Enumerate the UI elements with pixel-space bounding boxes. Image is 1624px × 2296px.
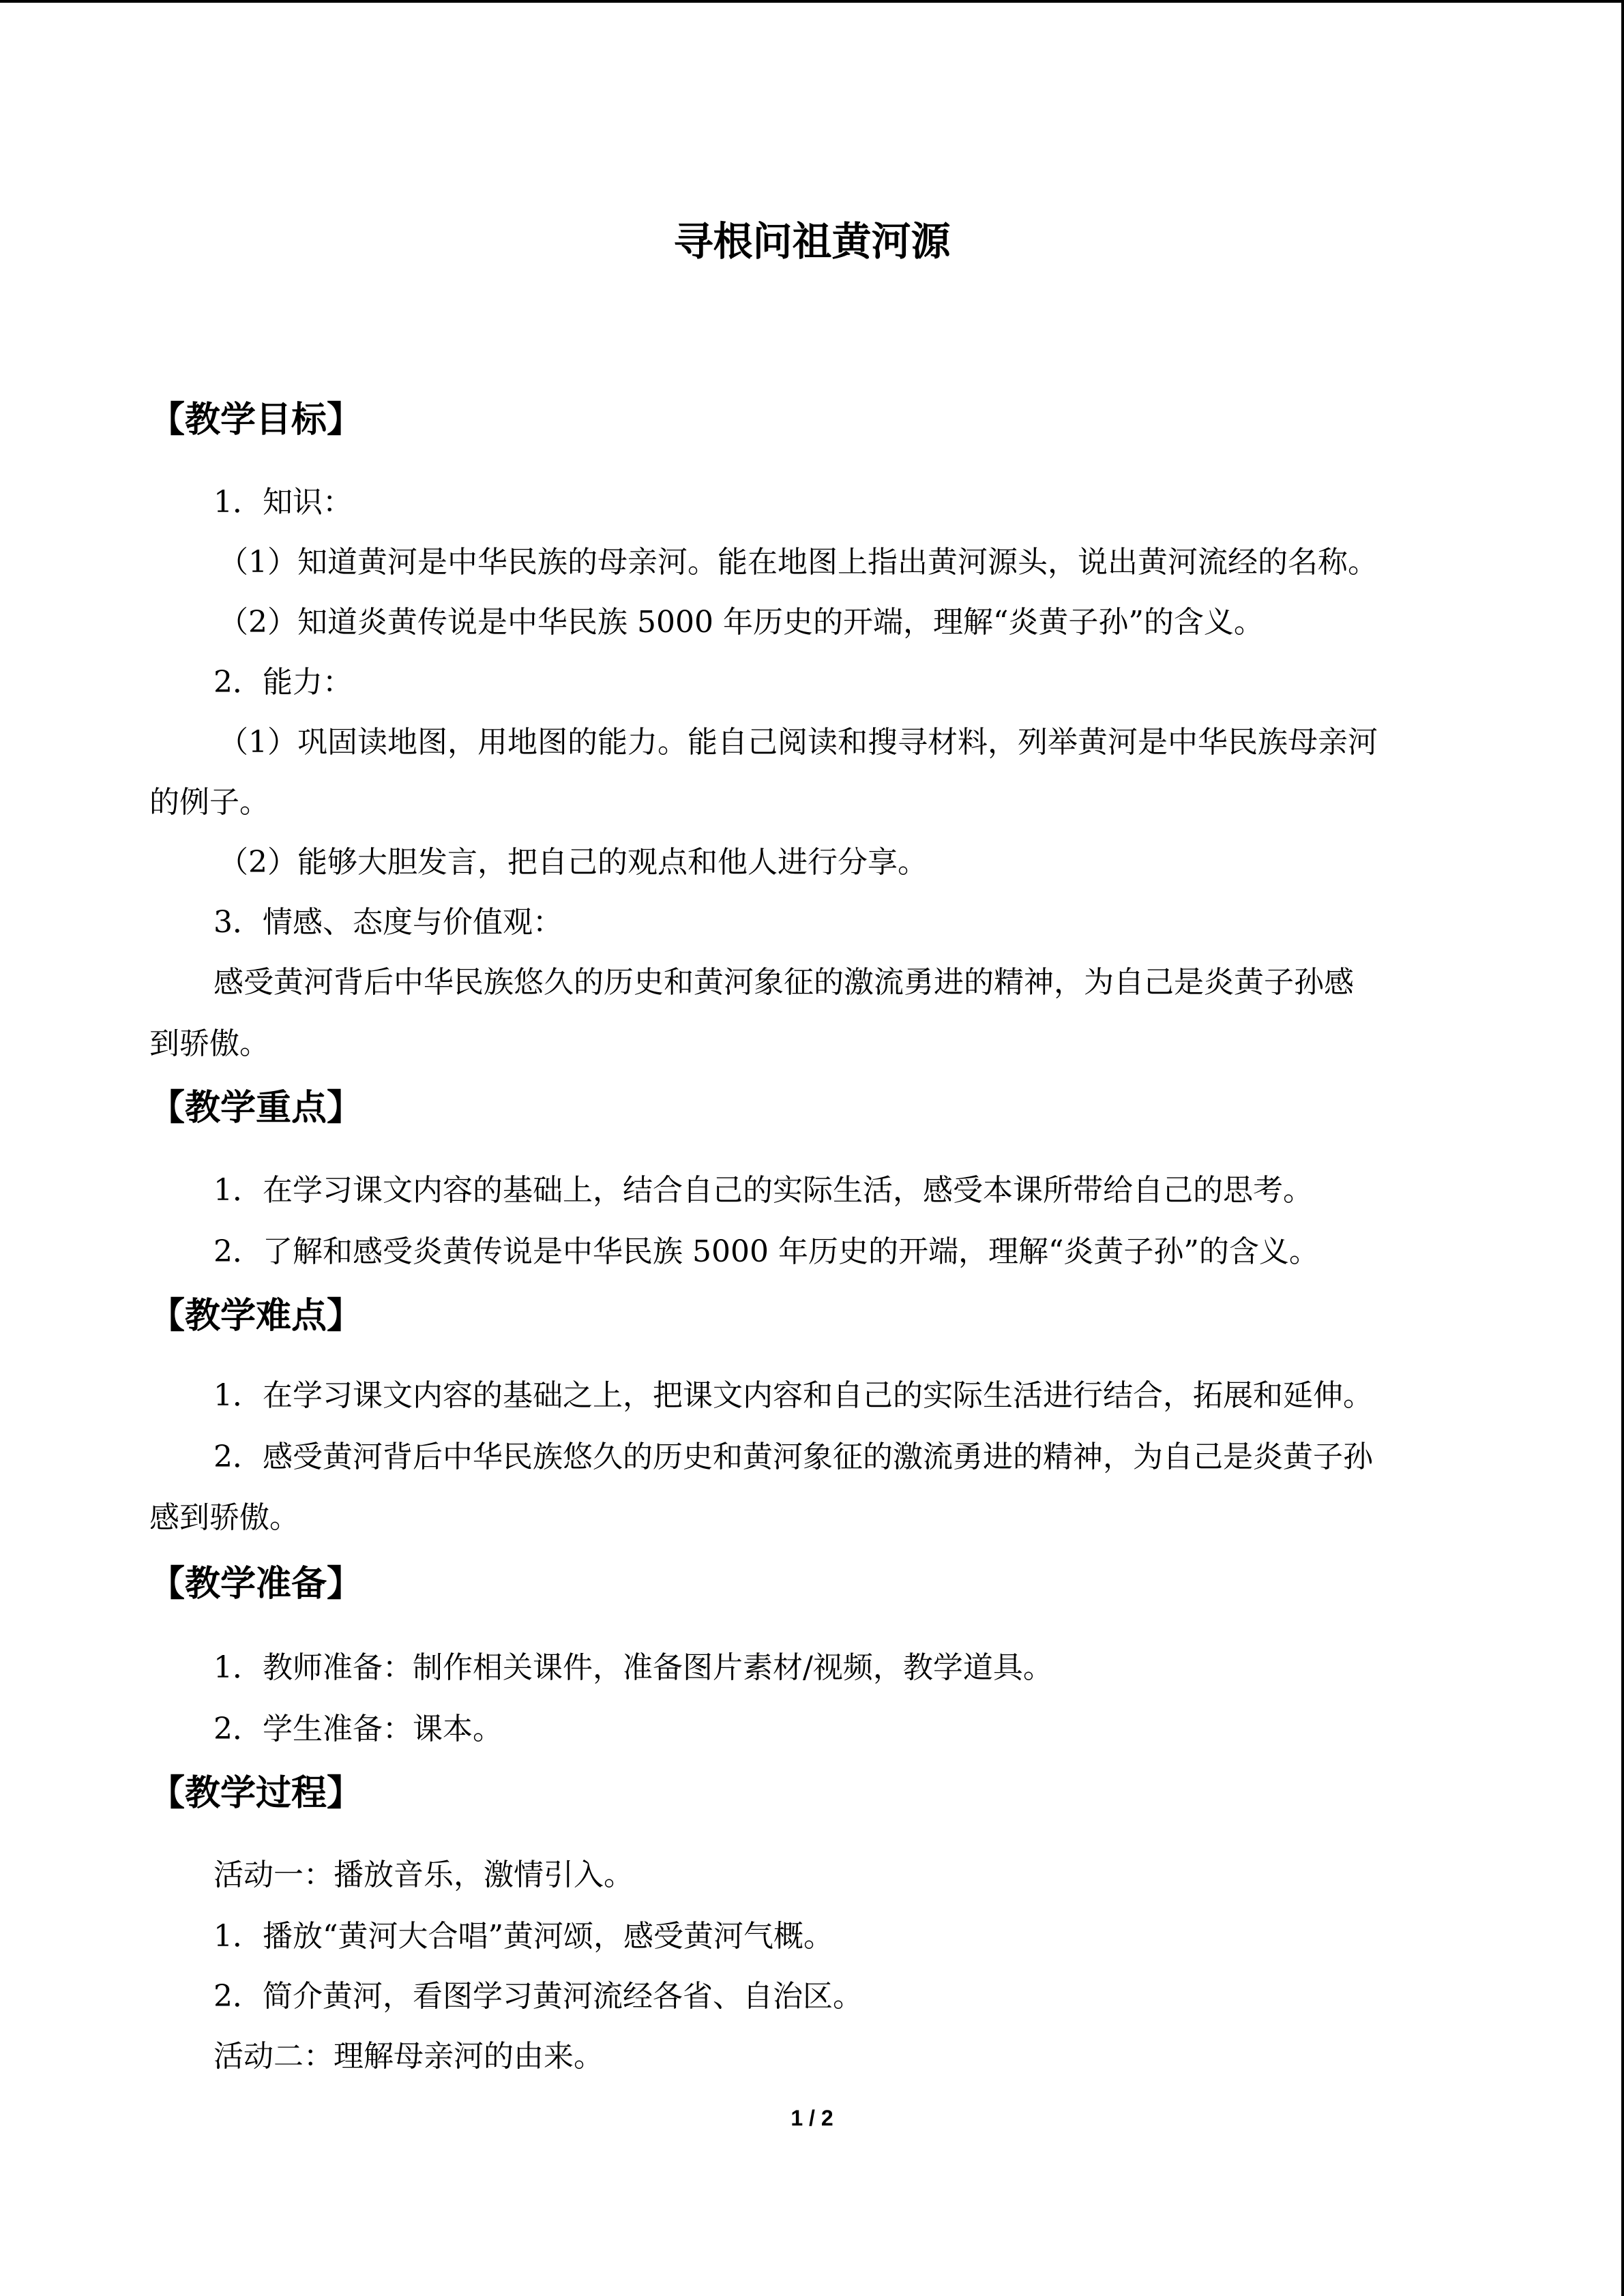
difficulty-line: 2．感受黄河背后中华民族悠久的历史和黄河象征的激流勇进的精神，为自己是炎黄子孙 <box>213 1440 1373 1474</box>
preparation-line: 1．教师准备：制作相关课件，准备图片素材/视频，教学道具。 <box>213 1650 1053 1685</box>
difficulty-line: 1．在学习课文内容的基础之上，把课文内容和自己的实际生活进行结合，拓展和延伸。 <box>213 1378 1373 1413</box>
preparation-line: 2．学生准备：课本。 <box>213 1712 503 1746</box>
objective-line: 1．知识： <box>213 485 353 520</box>
page-indicator: 1 / 2 <box>791 2106 833 2130</box>
process-line: 2．简介黄河，看图学习黄河流经各省、自治区。 <box>213 1979 863 2014</box>
objective-line: 的例子。 <box>149 785 269 820</box>
objective-line: 感受黄河背后中华民族悠久的历史和黄河象征的激流勇进的精神，为自己是炎黄子孙感 <box>213 965 1354 1000</box>
objective-line: （1）巩固读地图，用地图的能力。能自己阅读和搜寻材料，列举黄河是中华民族母亲河 <box>218 725 1378 760</box>
section-heading-preparation: 【教学准备】 <box>149 1564 363 1605</box>
process-line: 活动二：理解母亲河的由来。 <box>213 2039 604 2074</box>
section-heading-key-points: 【教学重点】 <box>149 1088 363 1129</box>
section-heading-difficulties: 【教学难点】 <box>149 1296 363 1337</box>
process-line: 1．播放“黄河大合唱”黄河颂，感受黄河气概。 <box>213 1919 833 1954</box>
objective-line: （1）知道黄河是中华民族的母亲河。能在地图上指出黄河源头，说出黄河流经的名称。 <box>218 545 1378 580</box>
difficulty-line: 感到骄傲。 <box>149 1500 299 1535</box>
section-heading-process: 【教学过程】 <box>149 1773 363 1814</box>
objective-line: （2）知道炎黄传说是中华民族 5000 年历史的开端，理解“炎黄子孙”的含义。 <box>218 605 1264 640</box>
key-point-line: 2．了解和感受炎黄传说是中华民族 5000 年历史的开端，理解“炎黄子孙”的含义。 <box>213 1234 1319 1269</box>
document-title: 寻根问祖黄河源 <box>673 218 951 265</box>
objective-line: 到骄傲。 <box>149 1026 269 1061</box>
objective-line: 2．能力： <box>213 665 353 700</box>
section-heading-objectives: 【教学目标】 <box>149 400 363 441</box>
objective-line: （2）能够大胆发言，把自己的观点和他人进行分享。 <box>218 845 928 880</box>
objective-line: 3．情感、态度与价值观： <box>213 905 563 940</box>
process-line: 活动一：播放音乐，激情引入。 <box>213 1858 634 1892</box>
key-point-line: 1．在学习课文内容的基础上，结合自己的实际生活，感受本课所带给自己的思考。 <box>213 1173 1313 1208</box>
